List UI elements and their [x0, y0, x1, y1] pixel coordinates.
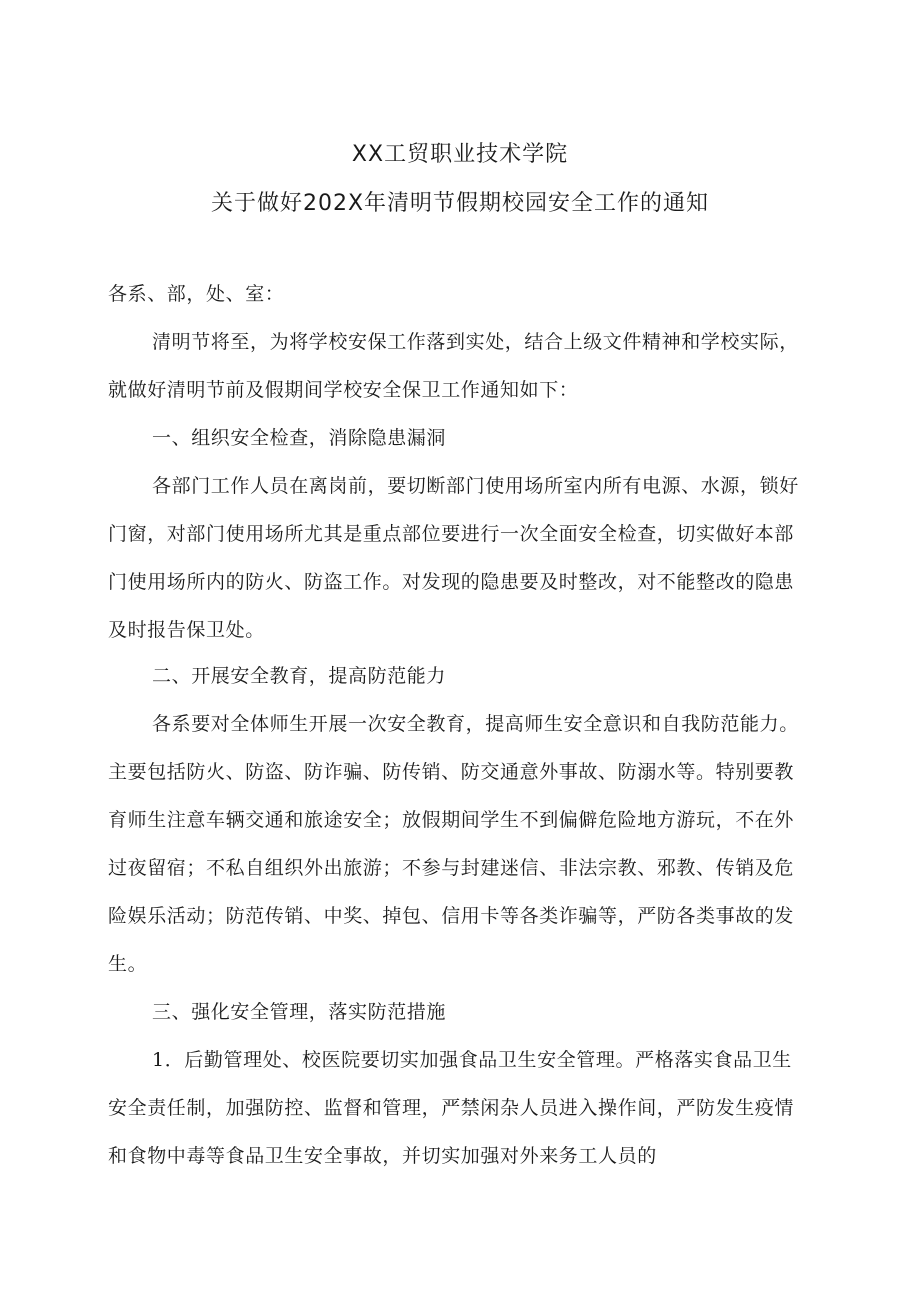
paragraph-line: 过夜留宿；不私自组织外出旅游；不参与封建迷信、非法宗教、邪教、传销及危 [108, 857, 795, 879]
paragraph-line: 清明节将至，为将学校安保工作落到实处，结合上级文件精神和学校实际， [152, 331, 799, 353]
paragraph-line: 门使用场所内的防火、防盗工作。对发现的隐患要及时整改，对不能整改的隐患 [108, 571, 795, 593]
document-title-notice: 关于做好202X年清明节假期校园安全工作的通知 [210, 191, 710, 216]
paragraph-line: 生。 [108, 953, 148, 975]
paragraph-line: 各部门工作人员在离岗前，要切断部门使用场所室内所有电源、水源，锁好 [152, 475, 799, 497]
paragraph-line: 育师生注意车辆交通和旅途安全；放假期间学生不到偏僻危险地方游玩，不在外 [108, 809, 795, 831]
paragraph-line: 各系要对全体师生开展一次安全教育，提高师生安全意识和自我防范能力。 [152, 713, 799, 735]
paragraph-line: 门窗，对部门使用场所尤其是重点部位要进行一次全面安全检查，切实做好本部 [108, 523, 795, 545]
paragraph-line: 和食物中毒等食品卫生安全事故，并切实加强对外来务工人员的 [108, 1145, 657, 1167]
paragraph-line: 主要包括防火、防盗、防诈骗、防传销、防交通意外事故、防溺水等。特别要教 [108, 761, 795, 783]
paragraph-line: 1．后勤管理处、校医院要切实加强食品卫生安全管理。严格落实食品卫生 [152, 1049, 792, 1071]
paragraph-line: 及时报告保卫处。 [108, 619, 265, 641]
paragraph-line: 就做好清明节前及假期间学校安全保卫工作通知如下： [108, 379, 579, 401]
section-heading: 二、开展安全教育，提高防范能力 [152, 665, 447, 687]
document-title-school: XX工贸职业技术学院 [351, 142, 569, 167]
section-heading: 一、组织安全检查，消除隐患漏洞 [152, 427, 447, 449]
section-heading: 三、强化安全管理，落实防范措施 [152, 1001, 447, 1023]
paragraph-line: 险娱乐活动；防范传销、中奖、掉包、信用卡等各类诈骗等，严防各类事故的发 [108, 905, 795, 927]
salutation: 各系、部，处、室： [108, 283, 285, 305]
paragraph-line: 安全责任制，加强防控、监督和管理，严禁闲杂人员进入操作间，严防发生疫情 [108, 1097, 795, 1119]
